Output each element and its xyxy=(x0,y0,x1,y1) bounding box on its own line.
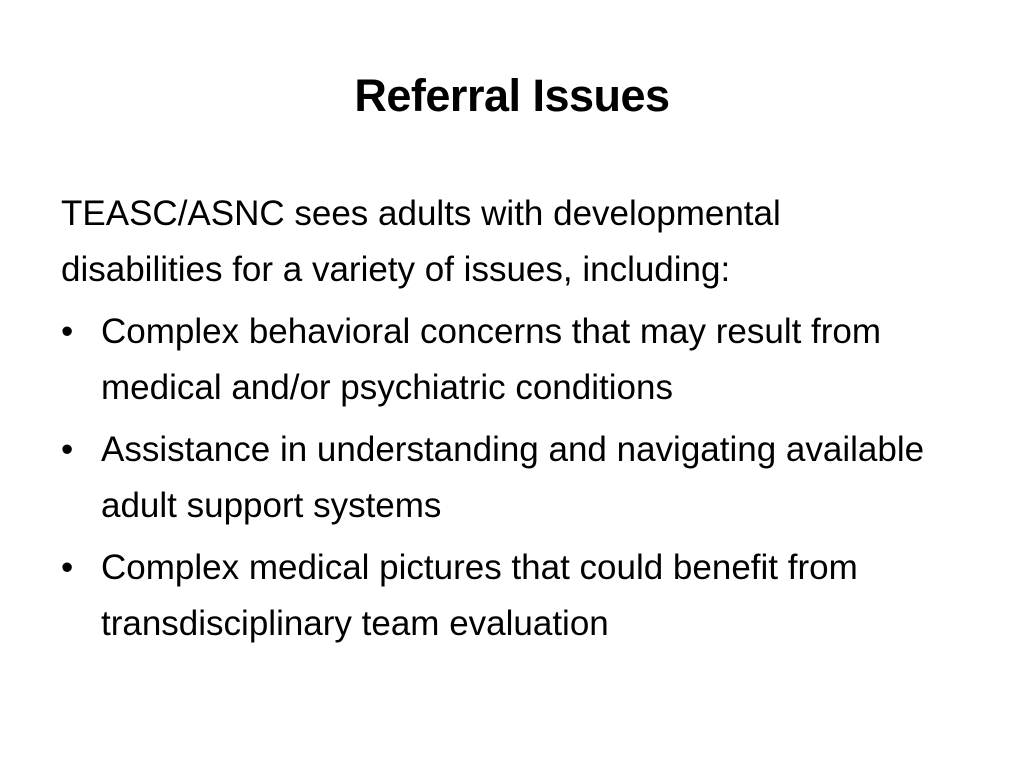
slide-body xyxy=(61,186,961,658)
list-item xyxy=(61,540,961,652)
intro-paragraph: TEASC/ASNC sees adults with developmental disabilities for a variety of issues, including: xyxy=(61,194,781,289)
slide-title: Referral Issues xyxy=(354,70,670,121)
bullet-icon: • xyxy=(61,430,74,469)
list-item xyxy=(61,304,961,416)
bullet-text: Complex behavioral concerns that may result from medical and/or psychiatric conditions xyxy=(101,312,882,407)
bullet-text: Assistance in understanding and navigating available adult support systems xyxy=(101,430,925,525)
list-item xyxy=(61,422,961,534)
bullet-icon: • xyxy=(61,312,74,351)
bullet-text: Complex medical pictures that could benefit from transdisciplinary team evaluation xyxy=(101,548,858,643)
bullet-icon: • xyxy=(61,548,74,587)
bullet-list xyxy=(61,304,961,652)
